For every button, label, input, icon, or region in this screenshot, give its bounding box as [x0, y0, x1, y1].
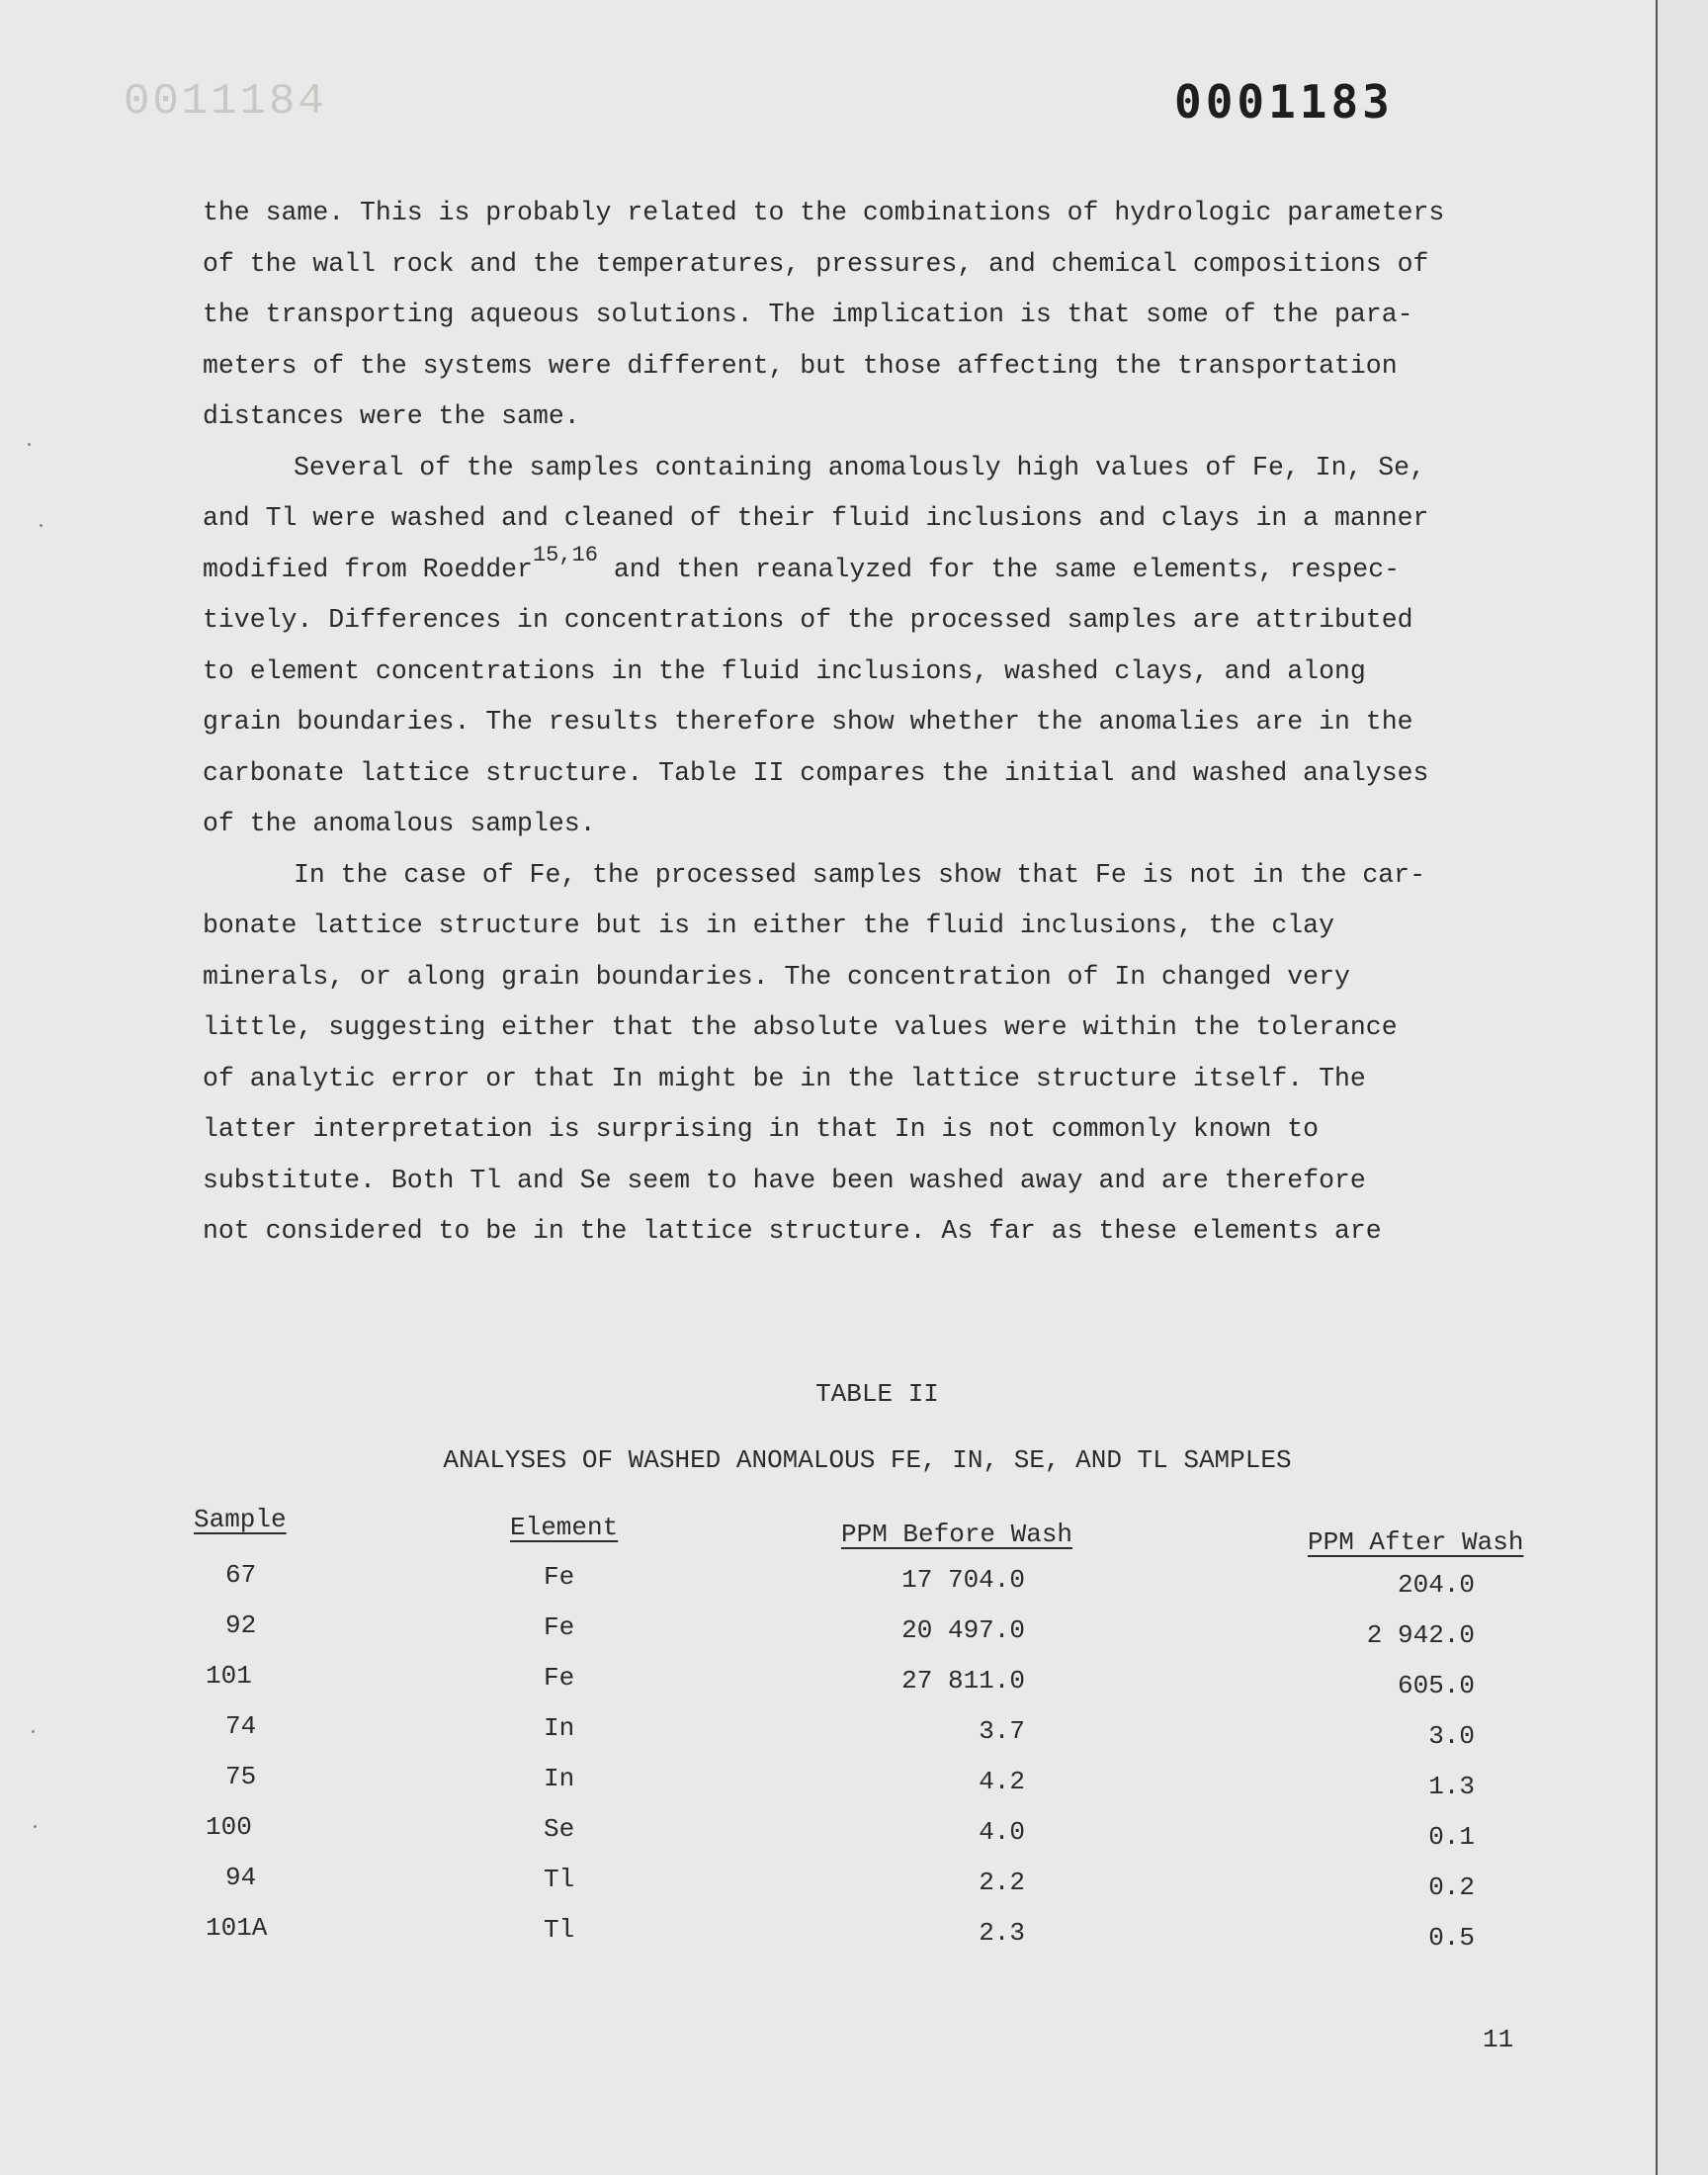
table-subtitle: ANALYSES OF WASHED ANOMALOUS FE, IN, SE, AND TL SAMPLES	[443, 1445, 1292, 1475]
text-line: and Tl were washed and cleaned of their fluid inclusions and clays in a manner	[203, 503, 1429, 533]
text-line: substitute. Both Tl and Se seem to have been washed away and are therefore	[203, 1165, 1366, 1195]
body-text	[203, 188, 1547, 1258]
column-header-before: PPM Before Wash	[841, 1520, 1073, 1549]
column-header-after: PPM After Wash	[1308, 1527, 1524, 1557]
text-line: bonate lattice structure but is in either the fluid inclusions, the clay	[203, 911, 1334, 940]
text-line: not considered to be in the lattice structure. As far as these elements are	[203, 1216, 1382, 1246]
cell-ppm-before: 4.2	[979, 1767, 1025, 1796]
cell-sample: 67	[225, 1560, 257, 1590]
cell-element: Fe	[544, 1663, 575, 1693]
cell-sample: 100	[206, 1812, 252, 1842]
cell-element: Tl	[544, 1915, 575, 1945]
cell-ppm-before: 2.3	[979, 1918, 1025, 1948]
text-line: little, suggesting either that the absolute values were within the tolerance	[203, 1012, 1398, 1042]
text-line: to element concentrations in the fluid inclusions, washed clays, and along	[203, 655, 1366, 686]
text-line: minerals, or along grain boundaries. The concentration of In changed very	[203, 961, 1350, 992]
scan-speck	[34, 1825, 37, 1828]
cell-sample: 101	[206, 1661, 252, 1691]
text-line: of the anomalous samples.	[203, 809, 596, 838]
cell-element: Tl	[544, 1865, 575, 1894]
text-line: latter interpretation is surprising in that In is not commonly known to	[203, 1114, 1320, 1144]
text-line: of analytic error or that In might be in the lattice structure itself. The	[203, 1063, 1366, 1093]
cell-element: In	[544, 1764, 575, 1793]
cell-ppm-after: 0.1	[1428, 1822, 1475, 1852]
cell-ppm-before: 20 497.0	[901, 1615, 1025, 1645]
text-line: distances were the same.	[203, 401, 580, 431]
text-fragment: and then reanalyzed for the same elements, respec-	[597, 554, 1401, 584]
cell-ppm-after: 3.0	[1428, 1721, 1475, 1751]
text-line: of the wall rock and the temperatures, pressures, and chemical compositions of	[203, 248, 1429, 279]
scan-speck	[32, 1730, 35, 1733]
cell-ppm-after: 0.2	[1428, 1872, 1475, 1902]
cell-element: In	[544, 1713, 575, 1743]
cell-ppm-before: 4.0	[979, 1817, 1025, 1847]
text-line: grain boundaries. The results therefore show whether the anomalies are in the	[203, 707, 1413, 737]
cell-ppm-after: 0.5	[1428, 1923, 1475, 1953]
cell-element: Fe	[544, 1612, 575, 1642]
citation-superscript: 15,16	[532, 542, 598, 567]
column-header-sample: Sample	[194, 1505, 287, 1534]
scan-speck	[40, 524, 43, 527]
cell-ppm-before: 2.2	[979, 1868, 1025, 1897]
text-line: the same. This is probably related to the combinations of hydrologic parameters	[203, 198, 1445, 227]
text-line: Several of the samples containing anomalously high values of Fe, In, Se,	[294, 452, 1425, 482]
cell-sample: 101A	[206, 1913, 268, 1943]
cell-ppm-before: 27 811.0	[901, 1666, 1025, 1696]
cell-ppm-before: 3.7	[979, 1716, 1025, 1746]
cell-ppm-after: 204.0	[1397, 1570, 1475, 1600]
cell-sample: 74	[225, 1711, 257, 1741]
paragraph-2	[203, 443, 1547, 850]
text-fragment: modified from Roedder	[203, 554, 533, 584]
cell-ppm-after: 605.0	[1397, 1671, 1475, 1700]
document-number: 0001183	[1174, 75, 1394, 129]
cell-sample: 94	[225, 1863, 257, 1892]
cell-ppm-after: 1.3	[1428, 1772, 1475, 1801]
cell-sample: 75	[225, 1762, 257, 1791]
cell-element: Fe	[544, 1562, 575, 1592]
text-line: meters of the systems were different, but those affecting the transportation	[203, 350, 1398, 381]
text-line-with-citation	[203, 542, 1547, 596]
text-line: the transporting aqueous solutions. The implication is that some of the para-	[203, 300, 1413, 329]
page-number: 11	[1483, 2025, 1514, 2054]
cell-element: Se	[544, 1814, 575, 1844]
cell-ppm-after: 2 942.0	[1366, 1620, 1475, 1650]
table-title: TABLE II	[815, 1379, 939, 1409]
scan-speck	[28, 443, 31, 446]
text-line: carbonate lattice structure. Table II compares the initial and washed analyses	[203, 757, 1429, 788]
text-line: In the case of Fe, the processed samples show that Fe is not in the car-	[294, 859, 1425, 890]
cell-sample: 92	[225, 1610, 257, 1640]
paragraph-3	[203, 850, 1547, 1258]
column-header-element: Element	[510, 1513, 619, 1542]
faint-stamp: 0011184	[124, 77, 327, 127]
text-line: tively. Differences in concentrations of the processed samples are attributed	[203, 605, 1413, 635]
cell-ppm-before: 17 704.0	[901, 1565, 1025, 1595]
paragraph-1	[203, 188, 1547, 443]
